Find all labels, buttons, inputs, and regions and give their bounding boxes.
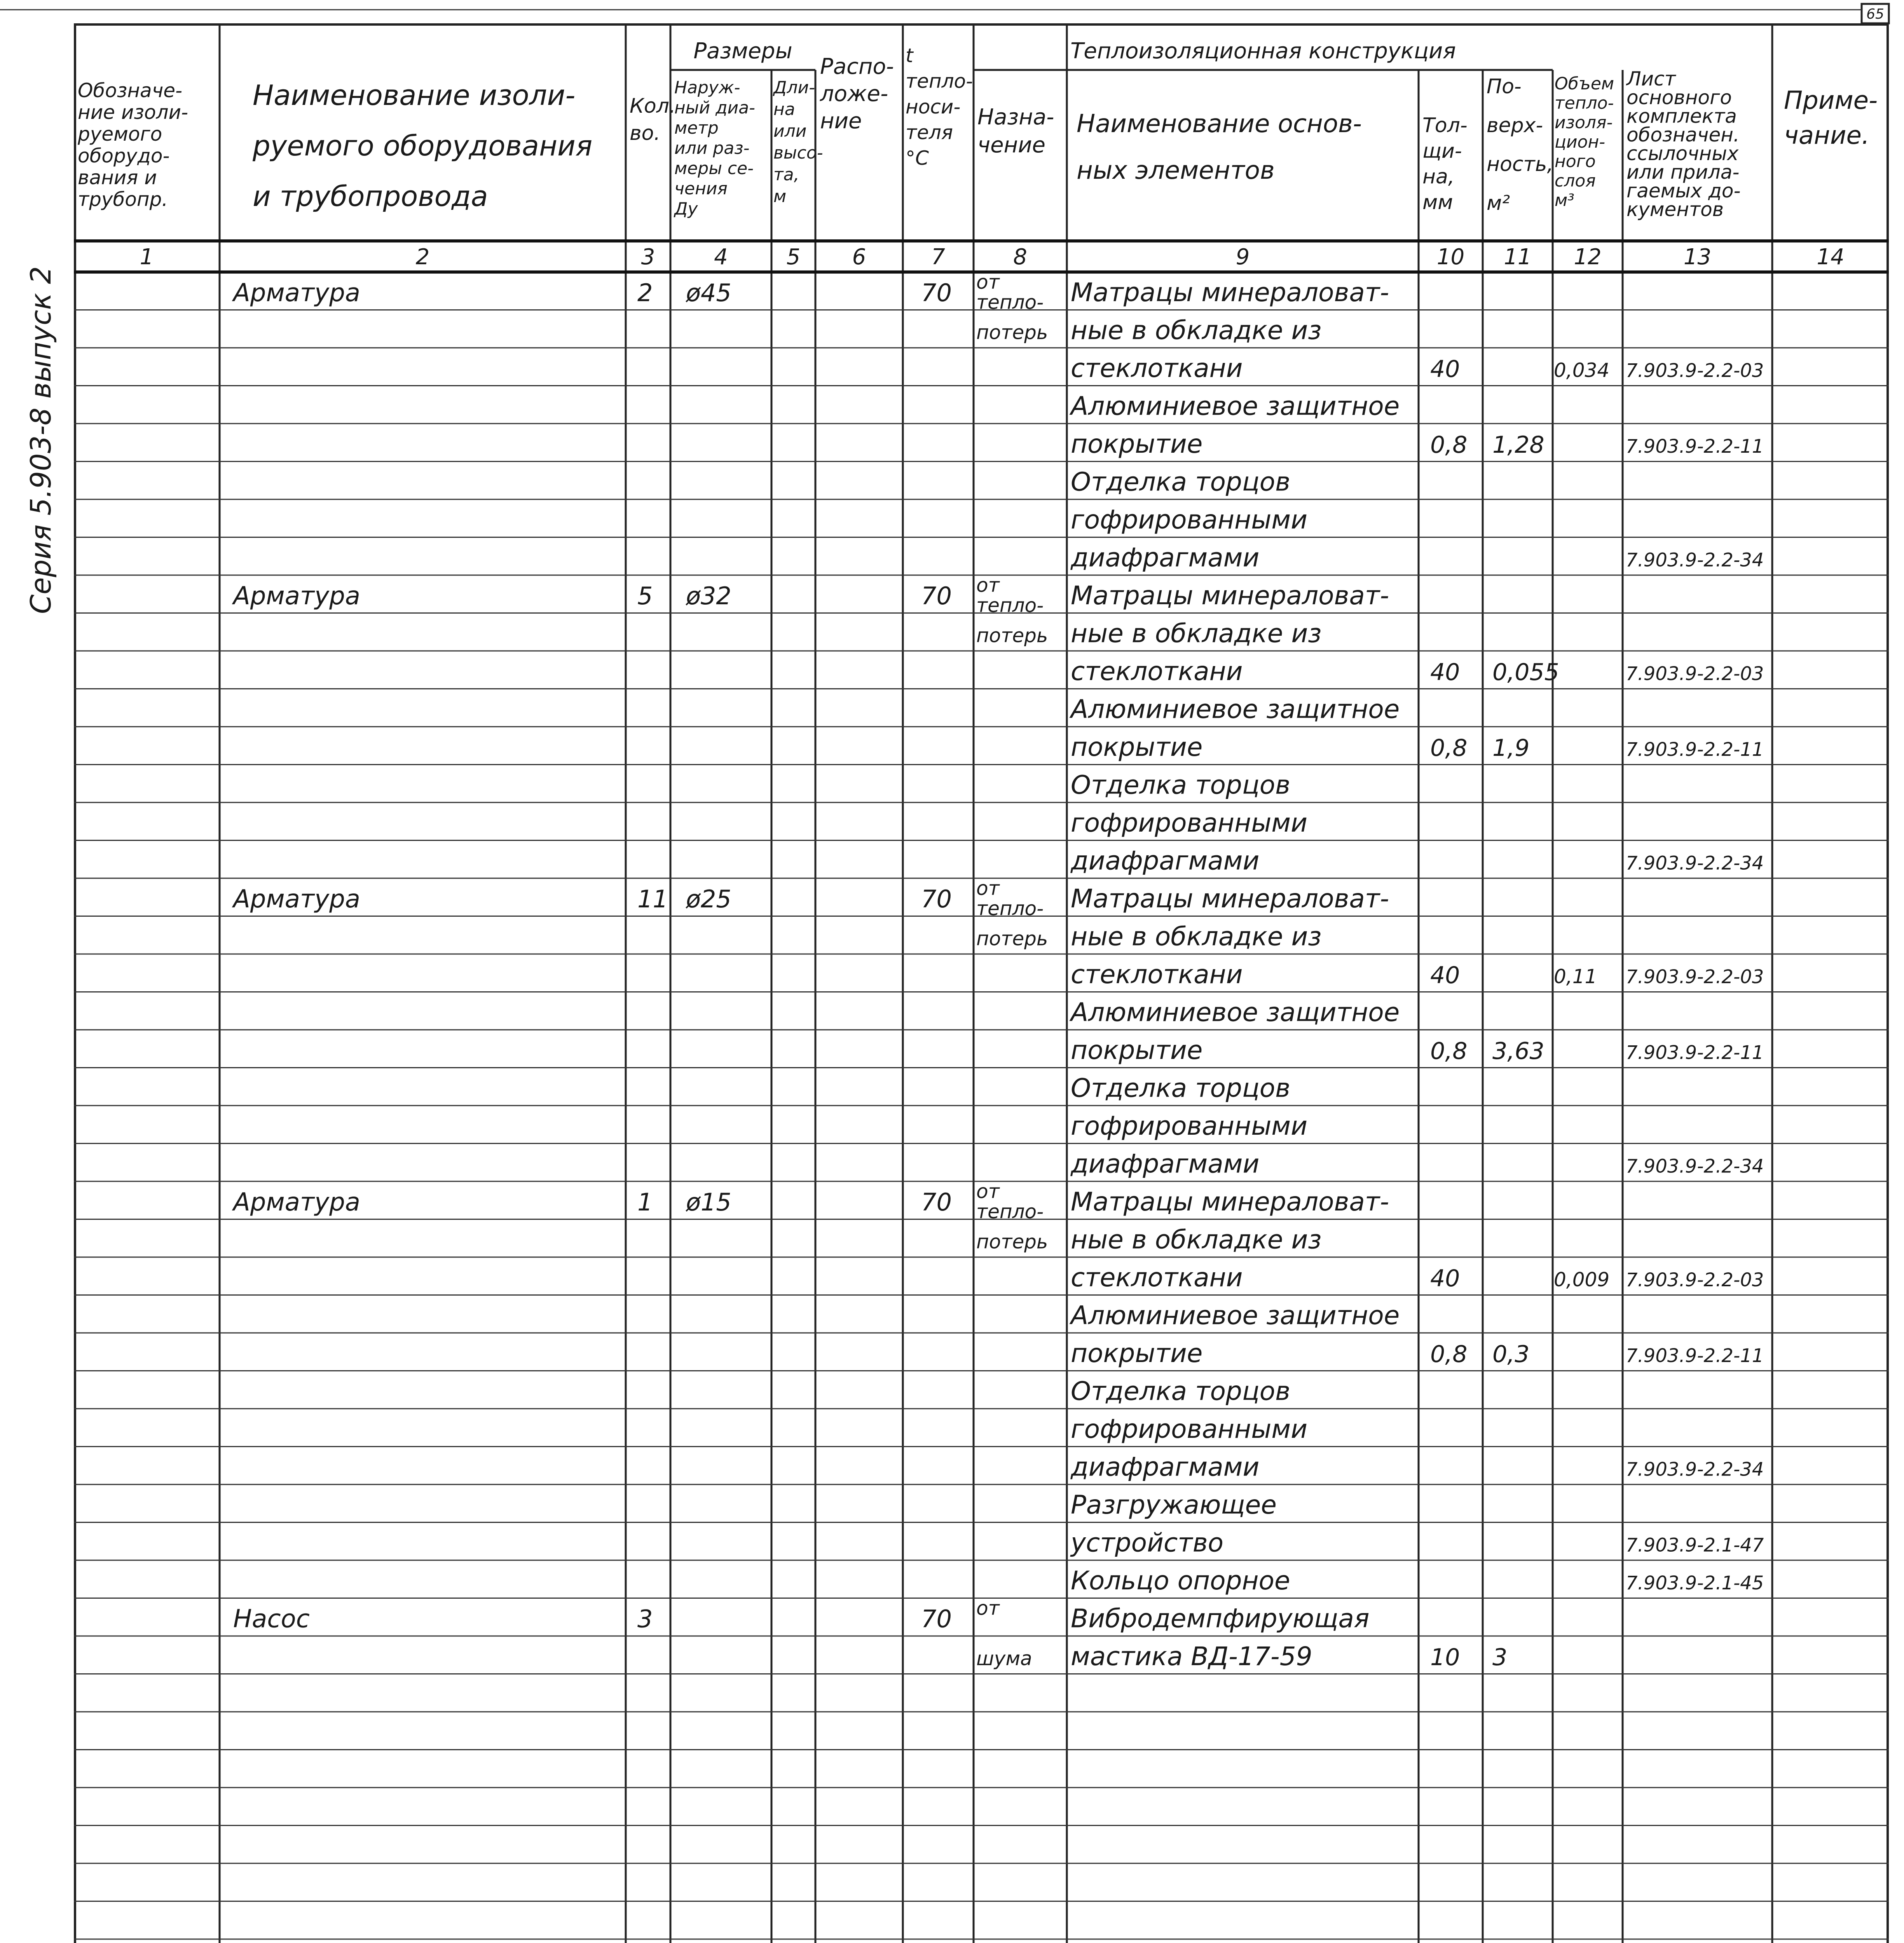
header-volume: Объем	[1555, 74, 1614, 94]
cell-thickness: 40	[1430, 659, 1460, 686]
cell-thickness: 0,8	[1430, 1341, 1468, 1368]
column-number: 1	[140, 244, 154, 270]
table-row	[1071, 770, 1290, 800]
header-volume: тепло-	[1555, 93, 1614, 113]
header-location: Распо-	[820, 54, 894, 79]
header-outer-diameter: метр	[674, 118, 719, 138]
table-row	[1071, 1263, 1764, 1292]
column-number: 12	[1574, 244, 1602, 270]
table-row	[1069, 694, 1400, 724]
header-designation: оборудо-	[78, 145, 170, 167]
cell-quantity: 3	[637, 1605, 653, 1633]
header-insulation-group: Теплоизоляционная конструкция	[1070, 38, 1456, 64]
cell-element: диафрагмами	[1071, 542, 1260, 573]
cell-element: мастика ВД-17-59	[1071, 1641, 1312, 1671]
header-length: на	[773, 99, 795, 119]
cell-purpose: от	[976, 877, 1000, 900]
cell-surface: 1,9	[1492, 734, 1530, 762]
header-outer-diameter: меры се-	[674, 159, 754, 178]
header-designation: Обозначе-	[78, 79, 183, 102]
column-number: 7	[931, 244, 945, 270]
header-equipment-name: руемого оборудования	[253, 129, 593, 162]
cell-element: Алюминиевое защитное	[1071, 1300, 1400, 1331]
cell-quantity: 1	[637, 1188, 653, 1216]
table-row	[1071, 467, 1290, 497]
header-sheet-reference: ссылочных	[1627, 142, 1739, 165]
cell-element: диафрагмами	[1071, 1452, 1260, 1482]
header-sheet-reference: кументов	[1627, 198, 1724, 221]
cell-temperature: 70	[921, 279, 952, 307]
cell-element: Алюминиевое защитное	[1071, 391, 1400, 421]
header-elements-name: ных элементов	[1077, 156, 1275, 185]
cell-purpose: потерь	[976, 321, 1048, 344]
table-row	[1071, 1376, 1290, 1406]
header-equipment-name: Наименование изоли-	[253, 79, 576, 112]
cell-name: Насос	[233, 1605, 310, 1634]
table-row	[976, 1641, 1507, 1671]
table-row	[1071, 1073, 1290, 1103]
table-row	[1071, 1111, 1307, 1141]
header-temperature: теля	[906, 121, 953, 144]
cell-purpose: тепло-	[976, 1200, 1044, 1223]
cell-purpose: тепло-	[976, 291, 1044, 314]
header-outer-diameter: Ду	[674, 199, 698, 219]
header-elements-name: Наименование основ-	[1077, 110, 1362, 138]
table-row	[976, 594, 1044, 617]
table-row	[976, 291, 1044, 314]
header-sheet-reference: комплекта	[1627, 105, 1737, 127]
cell-element: ные в обкладке из	[1071, 921, 1322, 952]
column-number: 9	[1236, 244, 1250, 270]
cell-diameter: ø45	[686, 279, 731, 307]
cell-volume: 0,11	[1554, 965, 1597, 988]
cell-element: покрытие	[1071, 732, 1203, 762]
column-number: 2	[415, 244, 430, 270]
cell-quantity: 2	[637, 279, 653, 307]
table-row	[976, 897, 1044, 920]
header-thickness: мм	[1422, 191, 1453, 214]
column-number: 3	[641, 244, 655, 270]
table-row	[1069, 391, 1400, 421]
cell-thickness: 10	[1430, 1644, 1460, 1671]
cell-name: Арматура	[233, 582, 360, 610]
cell-reference: 7.903.9-2.1-45	[1626, 1572, 1764, 1594]
cell-element: ные в обкладке из	[1071, 618, 1322, 649]
column-number: 13	[1683, 244, 1712, 270]
page-number-box	[1862, 4, 1889, 23]
table-row	[976, 1225, 1321, 1255]
header-sheet-reference: Лист	[1627, 68, 1676, 90]
header-sheet-reference: обозначен.	[1627, 124, 1740, 146]
header-volume: слоя	[1555, 171, 1596, 191]
cell-thickness: 0,8	[1430, 431, 1468, 459]
table-row	[1071, 1566, 1764, 1596]
page-number-top: 65	[1866, 6, 1884, 22]
cell-element: покрытие	[1071, 429, 1203, 459]
table-row	[233, 1597, 1369, 1634]
cell-thickness: 0,8	[1430, 734, 1468, 762]
cell-purpose: тепло-	[976, 594, 1044, 617]
cell-element: стеклоткани	[1071, 353, 1243, 383]
cell-element: Матрацы минераловат-	[1071, 884, 1389, 914]
cell-purpose: потерь	[976, 624, 1048, 647]
table-row	[976, 1200, 1044, 1223]
cell-purpose: потерь	[976, 927, 1048, 950]
header-temperature: t	[906, 44, 913, 67]
cell-purpose: потерь	[976, 1230, 1048, 1253]
header-designation: руемого	[78, 123, 162, 145]
cell-temperature: 70	[921, 1188, 952, 1216]
column-number: 14	[1817, 244, 1845, 270]
cell-element: Отделка торцов	[1071, 467, 1291, 497]
cell-reference: 7.903.9-2.2-03	[1626, 1269, 1764, 1291]
table-row	[232, 877, 1389, 914]
cell-temperature: 70	[921, 1605, 952, 1633]
cell-element: стеклоткани	[1071, 1263, 1243, 1292]
header-length: м	[773, 187, 787, 206]
header-volume: м³	[1555, 190, 1574, 210]
header-outer-diameter: Наруж-	[674, 78, 740, 98]
table-row	[1070, 543, 1764, 573]
cell-reference: 7.903.9-2.1-47	[1626, 1534, 1764, 1556]
header-length: или	[773, 121, 807, 141]
table-row	[1071, 959, 1764, 989]
cell-element: Алюминиевое защитное	[1071, 997, 1400, 1027]
header-surface: ность,	[1487, 153, 1553, 176]
header-surface: верх-	[1487, 114, 1543, 137]
table-row	[1071, 1338, 1764, 1368]
header-sheet-reference: основного	[1627, 86, 1732, 109]
header-sheet-reference: или прила-	[1627, 161, 1740, 183]
header-volume: изоля-	[1555, 113, 1613, 133]
header-outer-diameter: чения	[674, 179, 728, 199]
cell-element: Вибродемпфирующая	[1071, 1603, 1370, 1634]
cell-reference: 7.903.9-2.2-03	[1626, 966, 1764, 988]
cell-name: Арматура	[233, 885, 360, 914]
column-number: 8	[1013, 244, 1027, 270]
header-temperature: носи-	[906, 96, 961, 118]
cell-element: гофрированными	[1071, 808, 1307, 838]
table-row	[1071, 429, 1764, 459]
cell-element: устройство	[1071, 1528, 1223, 1558]
table-row	[1071, 1414, 1307, 1444]
cell-element: Разгружающее	[1071, 1490, 1277, 1520]
cell-surface: 0,055	[1492, 659, 1559, 686]
header-outer-diameter: или раз-	[674, 138, 750, 158]
table-row	[976, 619, 1321, 649]
header-thickness: Тол-	[1422, 114, 1468, 137]
cell-surface: 0,3	[1492, 1341, 1530, 1368]
cell-element: гофрированными	[1071, 505, 1307, 535]
cell-element: Матрацы минераловат-	[1071, 277, 1389, 307]
table-row	[1070, 1452, 1764, 1482]
cell-element: диафрагмами	[1071, 1149, 1260, 1179]
column-number: 5	[786, 244, 801, 270]
cell-element: покрытие	[1071, 1035, 1203, 1065]
table-row	[232, 271, 1389, 307]
header-note: чание.	[1784, 121, 1870, 150]
cell-reference: 7.903.9-2.2-11	[1626, 739, 1764, 760]
cell-temperature: 70	[921, 582, 952, 610]
table-row	[1071, 505, 1307, 535]
table-row	[976, 316, 1321, 345]
cell-reference: 7.903.9-2.2-11	[1626, 1345, 1764, 1367]
cell-surface: 1,28	[1492, 431, 1544, 459]
cell-element: ные в обкладке из	[1071, 315, 1322, 345]
table-row	[1071, 808, 1307, 838]
cell-element: Матрацы минераловат-	[1071, 581, 1389, 610]
table-row	[1070, 1528, 1764, 1558]
cell-element: стеклоткани	[1071, 959, 1243, 989]
table-row	[1069, 998, 1400, 1027]
cell-temperature: 70	[921, 885, 952, 913]
table-row	[1069, 1301, 1400, 1331]
header-outer-diameter: ный диа-	[674, 98, 755, 118]
cell-purpose: от	[976, 271, 1000, 293]
cell-thickness: 40	[1430, 356, 1460, 383]
header-temperature: тепло-	[906, 70, 973, 92]
cell-quantity: 11	[637, 885, 668, 913]
cell-element: Матрацы минераловат-	[1071, 1187, 1389, 1217]
header-location: ложе-	[820, 81, 888, 106]
header-surface: По-	[1487, 75, 1522, 98]
cell-surface: 3	[1492, 1644, 1508, 1671]
cell-reference: 7.903.9-2.2-34	[1626, 1458, 1764, 1481]
table-row	[232, 1180, 1389, 1217]
cell-element: гофрированными	[1071, 1111, 1307, 1141]
cell-name: Арматура	[233, 279, 360, 307]
header-purpose: Назна-	[977, 105, 1054, 130]
cell-reference: 7.903.9-2.2-03	[1626, 360, 1764, 382]
cell-element: Отделка торцов	[1071, 770, 1291, 800]
header-volume: цион-	[1555, 132, 1606, 152]
cell-thickness: 40	[1430, 962, 1460, 989]
cell-purpose: тепло-	[976, 897, 1044, 920]
table-body	[232, 271, 1764, 1671]
column-number: 10	[1436, 244, 1465, 270]
cell-name: Арматура	[233, 1188, 360, 1217]
cell-reference: 7.903.9-2.2-34	[1626, 852, 1764, 874]
header-sheet-reference: гаемых до-	[1627, 180, 1741, 202]
series-label: Серия 5.903-8 выпуск 2	[24, 266, 57, 614]
cell-diameter: ø25	[686, 885, 731, 913]
header-thickness: щи-	[1422, 140, 1462, 163]
table-row	[1071, 353, 1764, 383]
header-quantity: во.	[630, 122, 660, 145]
cell-element: Отделка торцов	[1071, 1376, 1291, 1406]
cell-element: Алюминиевое защитное	[1071, 694, 1400, 724]
cell-element: диафрагмами	[1071, 846, 1260, 876]
cell-reference: 7.903.9-2.2-11	[1626, 436, 1764, 457]
cell-purpose: от	[976, 574, 1000, 597]
cell-thickness: 0,8	[1430, 1038, 1468, 1065]
column-number: 4	[714, 244, 728, 270]
cell-surface: 3,63	[1492, 1038, 1544, 1065]
header-length: Дли-	[773, 78, 815, 98]
cell-reference: 7.903.9-2.2-34	[1626, 1155, 1764, 1177]
table-row	[1071, 656, 1764, 686]
cell-volume: 0,009	[1554, 1268, 1610, 1291]
cell-element: ные в обкладке из	[1071, 1224, 1322, 1255]
header-quantity: Кол.	[630, 94, 676, 118]
table-row	[232, 574, 1389, 610]
header-note: Приме-	[1784, 86, 1878, 115]
table-row	[1071, 1490, 1277, 1520]
cell-quantity: 5	[637, 582, 653, 610]
table-row	[1070, 846, 1764, 876]
table-header	[77, 38, 1878, 270]
column-number: 11	[1504, 244, 1532, 270]
cell-reference: 7.903.9-2.2-11	[1626, 1042, 1764, 1064]
cell-element: Кольцо опорное	[1071, 1566, 1290, 1596]
cell-element: Отделка торцов	[1071, 1073, 1291, 1103]
cell-diameter: ø15	[686, 1188, 731, 1216]
cell-purpose: от	[976, 1597, 1000, 1620]
table-row	[1070, 1149, 1764, 1179]
header-length: высо-	[773, 143, 823, 163]
header-temperature: °C	[906, 147, 929, 169]
cell-element: покрытие	[1071, 1338, 1203, 1368]
header-designation: трубопр.	[78, 188, 168, 211]
table-row	[1071, 732, 1764, 762]
header-sizes-group: Размеры	[693, 38, 792, 64]
header-surface: м²	[1487, 192, 1510, 215]
header-purpose: чение	[977, 133, 1045, 158]
header-designation: ние изоли-	[78, 101, 188, 124]
header-equipment-name: и трубопровода	[253, 180, 488, 213]
header-location: ние	[820, 108, 862, 134]
cell-volume: 0,034	[1554, 359, 1610, 382]
cell-purpose: от	[976, 1180, 1000, 1203]
header-volume: ного	[1555, 152, 1596, 171]
cell-element: гофрированными	[1071, 1414, 1307, 1444]
table-row	[976, 922, 1321, 952]
header-thickness: на,	[1422, 165, 1455, 188]
cell-diameter: ø32	[686, 582, 731, 610]
cell-purpose: шума	[976, 1647, 1032, 1670]
cell-thickness: 40	[1430, 1265, 1460, 1292]
header-length: та,	[773, 165, 799, 185]
header-designation: вания и	[78, 166, 157, 189]
cell-reference: 7.903.9-2.2-03	[1626, 663, 1764, 685]
cell-reference: 7.903.9-2.2-34	[1626, 549, 1764, 571]
table-row	[1071, 1035, 1764, 1065]
cell-element: стеклоткани	[1071, 656, 1243, 686]
column-number: 6	[852, 244, 866, 270]
